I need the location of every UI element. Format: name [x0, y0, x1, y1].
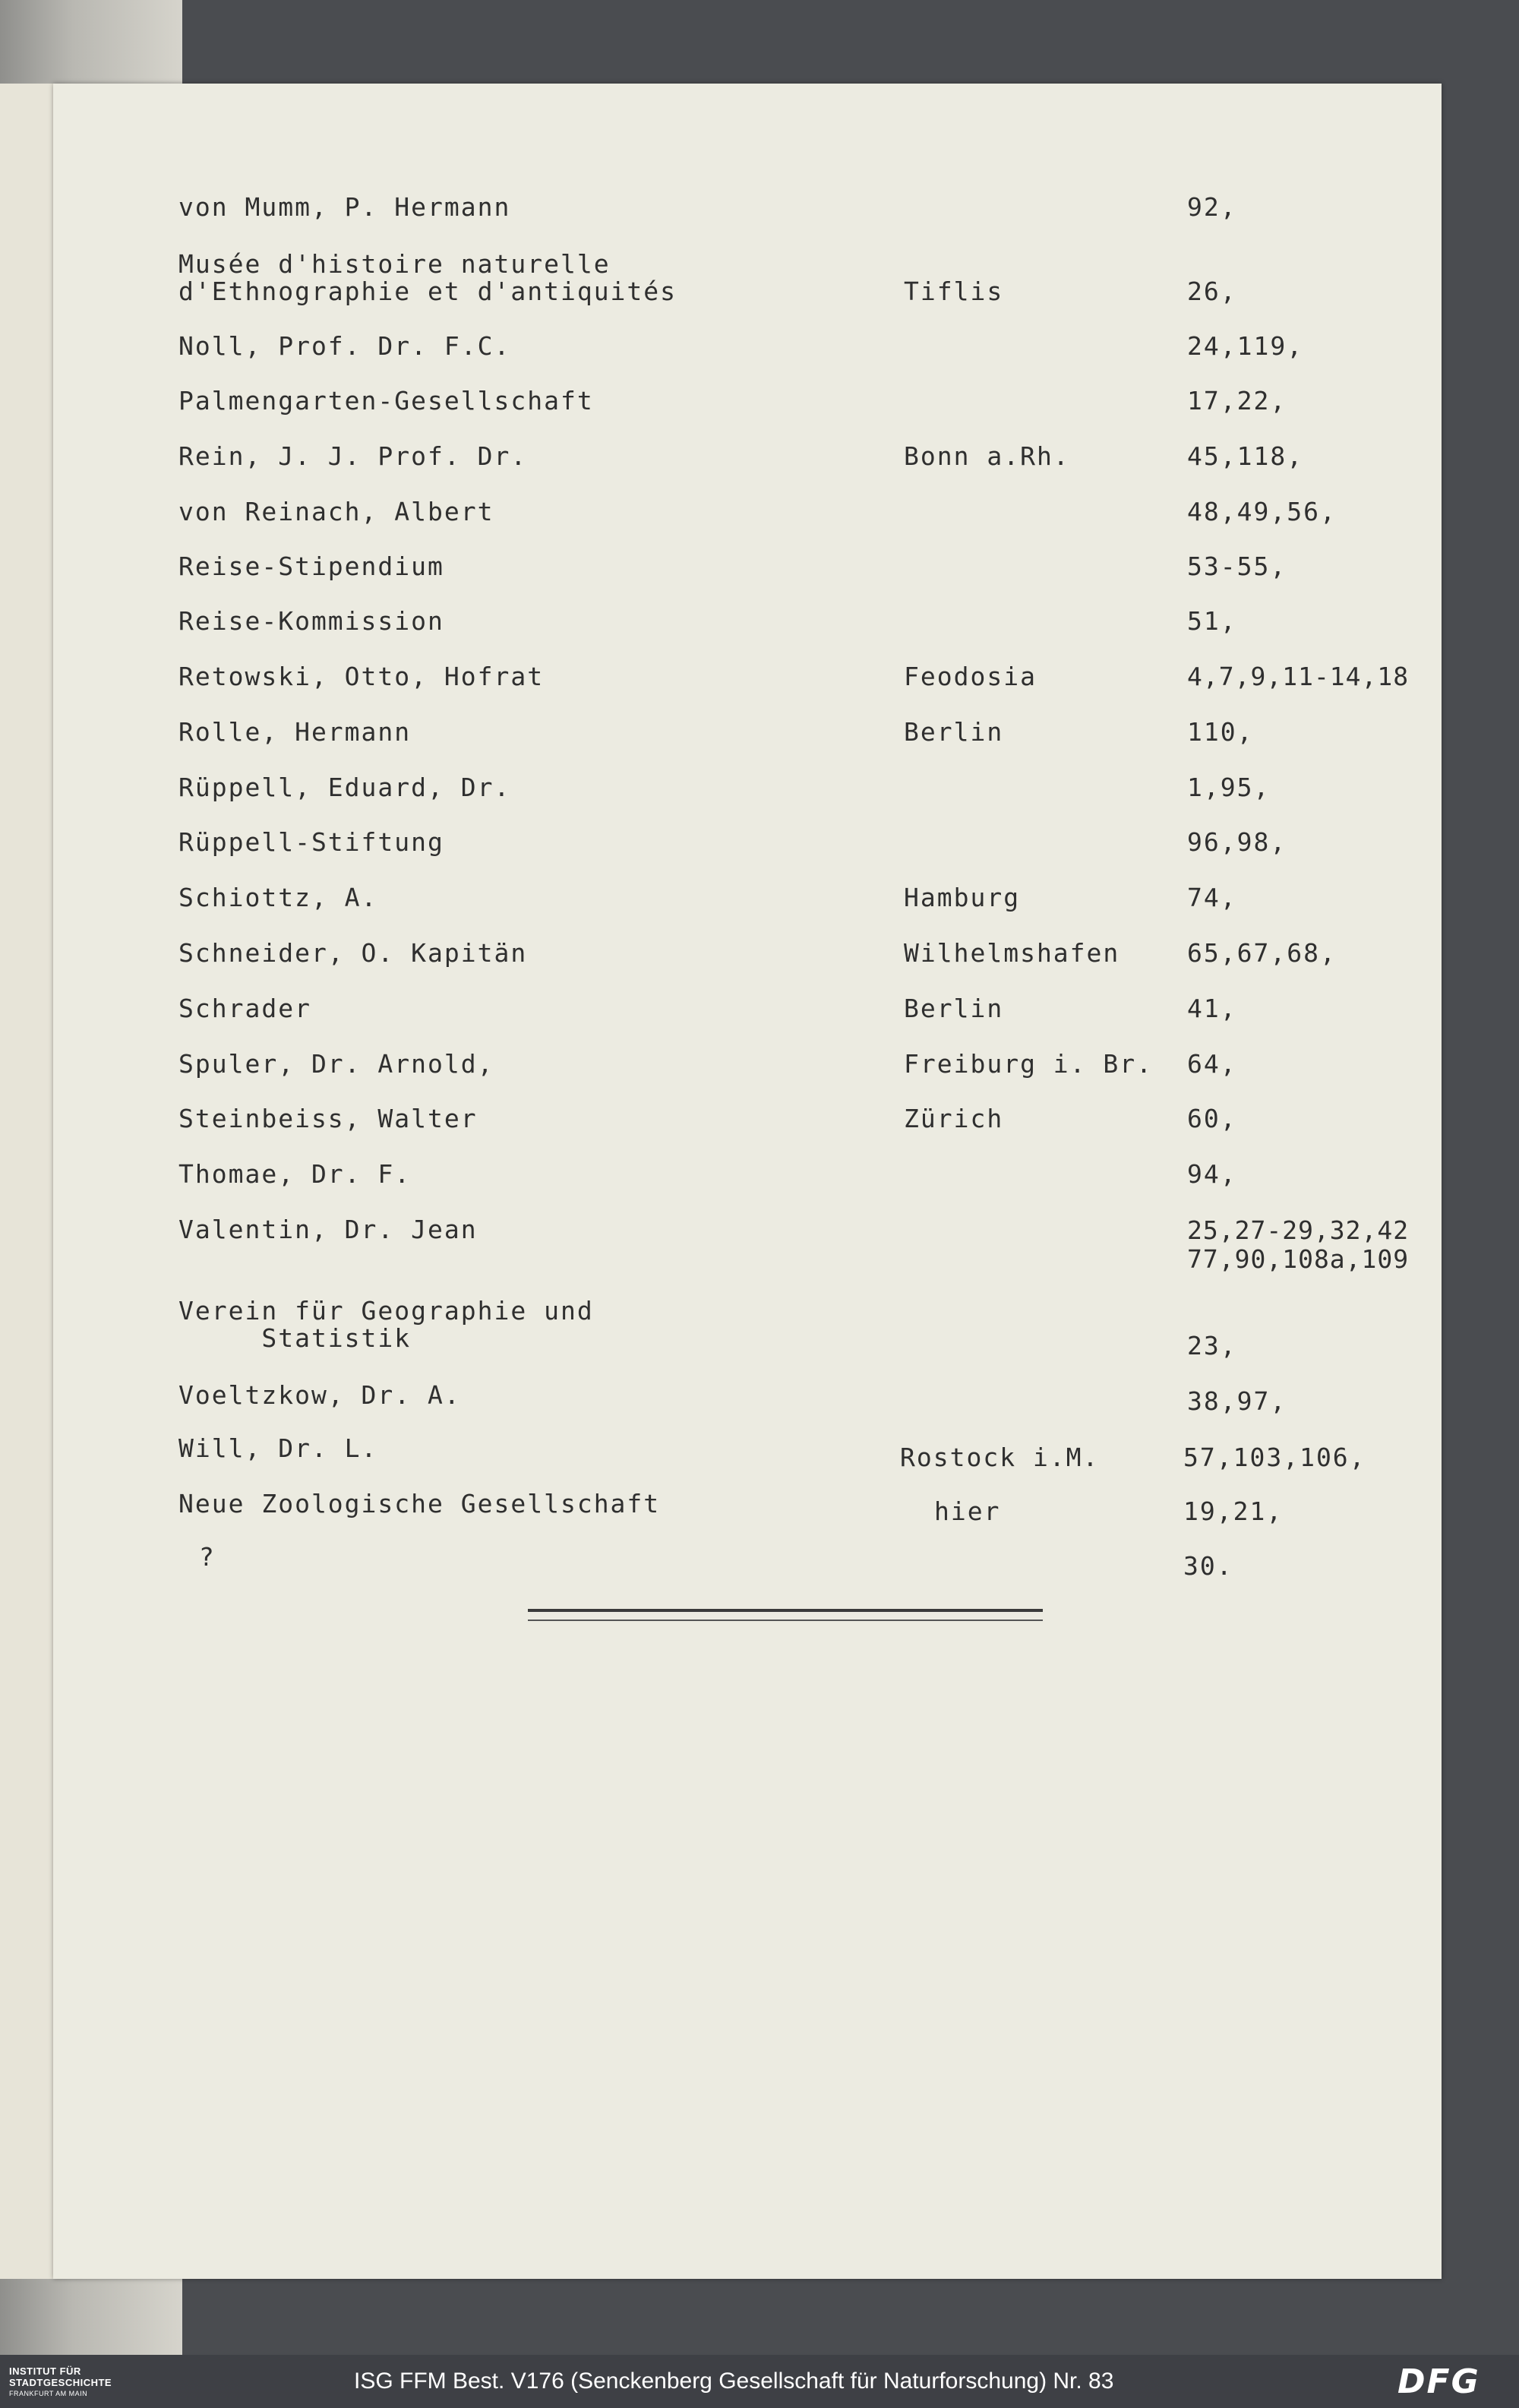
entry-refs: 19,21, [1183, 1496, 1284, 1526]
entry-place: Rostock i.M. [900, 1443, 1100, 1472]
entry-refs: 48,49,56, [1187, 497, 1337, 526]
entry-name: ? [182, 1542, 216, 1572]
entry-place: Berlin [904, 717, 1004, 747]
dfg-logo: DFG [1397, 2362, 1480, 2401]
entry-refs: 65,67,68, [1187, 938, 1337, 968]
entry-name: Rüppell, Eduard, Dr. [178, 773, 511, 802]
entry-name: Musée d'histoire naturelle d'Ethnographie et d'antiquités [178, 249, 677, 306]
entry-place: Bonn a.Rh. [904, 441, 1070, 471]
entry-name: Neue Zoologische Gesellschaft [178, 1489, 661, 1518]
entry-name: Voeltzkow, Dr. A. [178, 1380, 461, 1410]
entry-refs: 25,27-29,32,42 77,90,108a,109 [1187, 1215, 1410, 1274]
entry-place: Freiburg i. Br. [904, 1049, 1154, 1079]
entry-refs: 74, [1187, 883, 1237, 912]
entry-place: Zürich [904, 1104, 1004, 1133]
entry-refs: 51, [1187, 606, 1237, 636]
entry-refs: 45,118, [1187, 441, 1304, 471]
institute-line: STADTGESCHICHTE [9, 2377, 112, 2388]
entry-refs: 94, [1187, 1159, 1237, 1189]
entry-refs: 110, [1187, 717, 1254, 747]
entry-name: Spuler, Dr. Arnold, [178, 1049, 494, 1079]
entry-refs: 64, [1187, 1049, 1237, 1079]
entry-name: Schiottz, A. [178, 883, 378, 912]
entry-name: Will, Dr. L. [178, 1433, 378, 1463]
entry-name: Reise-Kommission [178, 606, 444, 636]
institute-line: INSTITUT FÜR [9, 2365, 81, 2377]
entry-refs: 4,7,9,11-14,18 [1187, 662, 1410, 691]
entry-name: Rüppell-Stiftung [178, 827, 444, 857]
entry-name: Rolle, Hermann [178, 717, 412, 747]
entry-name: Noll, Prof. Dr. F.C. [178, 331, 511, 361]
entry-place: Wilhelmshafen [904, 938, 1120, 968]
entry-refs: 53-55, [1187, 551, 1287, 581]
entry-refs: 30. [1183, 1551, 1233, 1581]
entry-name: Verein für Geographie und Statistik [178, 1296, 594, 1353]
entry-place: Berlin [904, 994, 1004, 1023]
entry-refs: 57,103,106, [1183, 1443, 1366, 1472]
document-page [53, 84, 1442, 2279]
entry-place: hier [934, 1496, 1001, 1526]
entry-refs: 1,95, [1187, 773, 1271, 802]
entry-name: von Reinach, Albert [178, 497, 494, 526]
entry-name: Schneider, O. Kapitän [178, 938, 528, 968]
archive-reference: ISG FFM Best. V176 (Senckenberg Gesellschaft für Naturforschung) Nr. 83 [354, 2368, 1114, 2394]
entry-refs: 24,119, [1187, 331, 1304, 361]
entry-refs: 23, [1187, 1331, 1237, 1360]
entry-refs: 96,98, [1187, 827, 1287, 857]
entry-name: Retowski, Otto, Hofrat [178, 662, 545, 691]
entry-place: Hamburg [904, 883, 1021, 912]
entry-name: von Mumm, P. Hermann [178, 192, 511, 222]
entry-name: Thomae, Dr. F. [178, 1159, 412, 1189]
archive-footer-bar [0, 2355, 1519, 2408]
institute-line: FRANKFURT AM MAIN [9, 2390, 88, 2397]
entry-place: Feodosia [904, 662, 1037, 691]
entry-refs: 17,22, [1187, 386, 1287, 416]
entry-name: Valentin, Dr. Jean [178, 1215, 478, 1244]
facing-page-edge [0, 84, 61, 2279]
entry-place: Tiflis [904, 277, 1004, 306]
entry-name: Schrader [178, 994, 311, 1023]
entry-name: Reise-Stipendium [178, 551, 444, 581]
entry-name: Palmengarten-Gesellschaft [178, 386, 594, 416]
entry-name: Rein, J. J. Prof. Dr. [178, 441, 528, 471]
entry-refs: 92, [1187, 192, 1237, 222]
entry-refs: 38,97, [1187, 1386, 1287, 1416]
closing-double-rule [528, 1609, 1043, 1621]
entry-refs: 41, [1187, 994, 1237, 1023]
entry-name: Steinbeiss, Walter [178, 1104, 478, 1133]
institute-logo [9, 2365, 131, 2400]
entry-refs: 60, [1187, 1104, 1237, 1133]
entry-refs: 26, [1187, 277, 1237, 306]
